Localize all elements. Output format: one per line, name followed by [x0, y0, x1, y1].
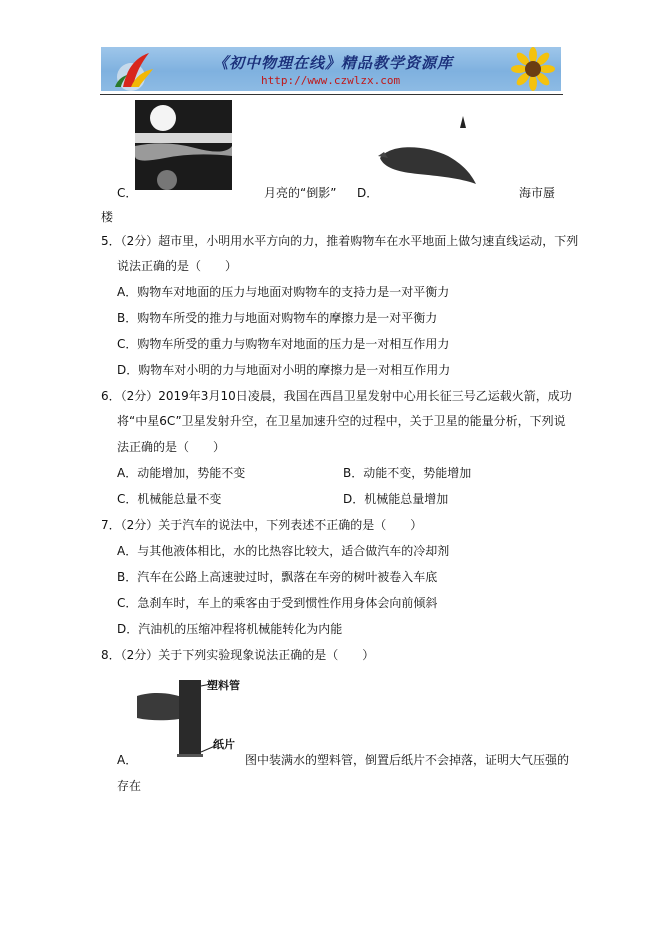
- q4-option-d-caption-2: 楼: [101, 210, 114, 224]
- banner-url: http://www.czwlzx.com: [261, 74, 401, 87]
- q6-option-a: A．动能增加，势能不变: [117, 466, 246, 480]
- header-banner: [101, 47, 561, 91]
- q6-option-b: B．动能不变，势能增加: [343, 466, 472, 480]
- q8-option-a-label: A．: [117, 753, 138, 767]
- q8-stem: 8．（2分）关于下列实验现象说法正确的是（ ）: [101, 648, 375, 662]
- q4-option-d-label: D．: [357, 186, 379, 200]
- q6-stem-line1: 6．（2分）2019年3月10日凌晨，我国在西昌卫星发射中心用长征三号乙运载火箭，成功: [101, 389, 572, 403]
- sunflower-icon: [501, 47, 561, 91]
- q4-option-d-caption-1: 海市蜃: [519, 186, 556, 200]
- q7-option-d: D．汽油机的压缩冲程将机械能转化为内能: [117, 622, 343, 636]
- q4-option-c-label: C．: [117, 186, 138, 200]
- q6-option-d: D．机械能总量增加: [343, 492, 449, 506]
- q6-stem-line2: 将“中星6C”卫星发射升空，在卫星加速升空的过程中，关于卫星的能量分析，下列说: [117, 414, 566, 428]
- q5-option-a: A．购物车对地面的压力与地面对购物车的支持力是一对平衡力: [117, 285, 450, 299]
- q5-option-b: B．购物车所受的推力与地面对购物车的摩擦力是一对平衡力: [117, 311, 438, 325]
- q6-stem-line3: 法正确的是（ ）: [117, 440, 226, 454]
- tube-label: 塑料管: [207, 679, 240, 692]
- q7-stem: 7．（2分）关于汽车的说法中，下列表述不正确的是（ ）: [101, 518, 423, 532]
- q7-option-c: C．急刹车时，车上的乘客由于受到惯性作用身体会向前倾斜: [117, 596, 438, 610]
- q4-option-c-caption: 月亮的“倒影”: [264, 186, 337, 200]
- header-divider: [100, 94, 563, 95]
- banner-title: 《初中物理在线》精品教学资源库: [213, 54, 454, 72]
- logo-icon: [101, 47, 211, 91]
- q6-option-c: C．机械能总量不变: [117, 492, 222, 506]
- paper-label: 纸片: [213, 738, 235, 751]
- q5-stem-line2: 说法正确的是（ ）: [117, 259, 238, 273]
- moon-reflection-image: [135, 100, 232, 190]
- q7-option-a: A．与其他液体相比，水的比热容比较大，适合做汽车的冷却剂: [117, 544, 450, 558]
- mirage-image: [378, 112, 478, 192]
- q8-option-a-text-2: 存在: [117, 779, 142, 793]
- q7-option-b: B．汽车在公路上高速驶过时，飘落在车旁的树叶被卷入车底: [117, 570, 438, 584]
- q5-option-d: D．购物车对小明的力与地面对小明的摩擦力是一对相互作用力: [117, 363, 451, 377]
- q5-option-c: C．购物车所受的重力与购物车对地面的压力是一对相互作用力: [117, 337, 450, 351]
- plastic-tube-experiment-image: [135, 674, 245, 760]
- q5-stem-line1: 5．（2分）超市里，小明用水平方向的力，推着购物车在水平地面上做匀速直线运动，下列: [101, 234, 579, 248]
- q8-option-a-text-1: 图中装满水的塑料管，倒置后纸片不会掉落，证明大气压强的: [245, 753, 570, 767]
